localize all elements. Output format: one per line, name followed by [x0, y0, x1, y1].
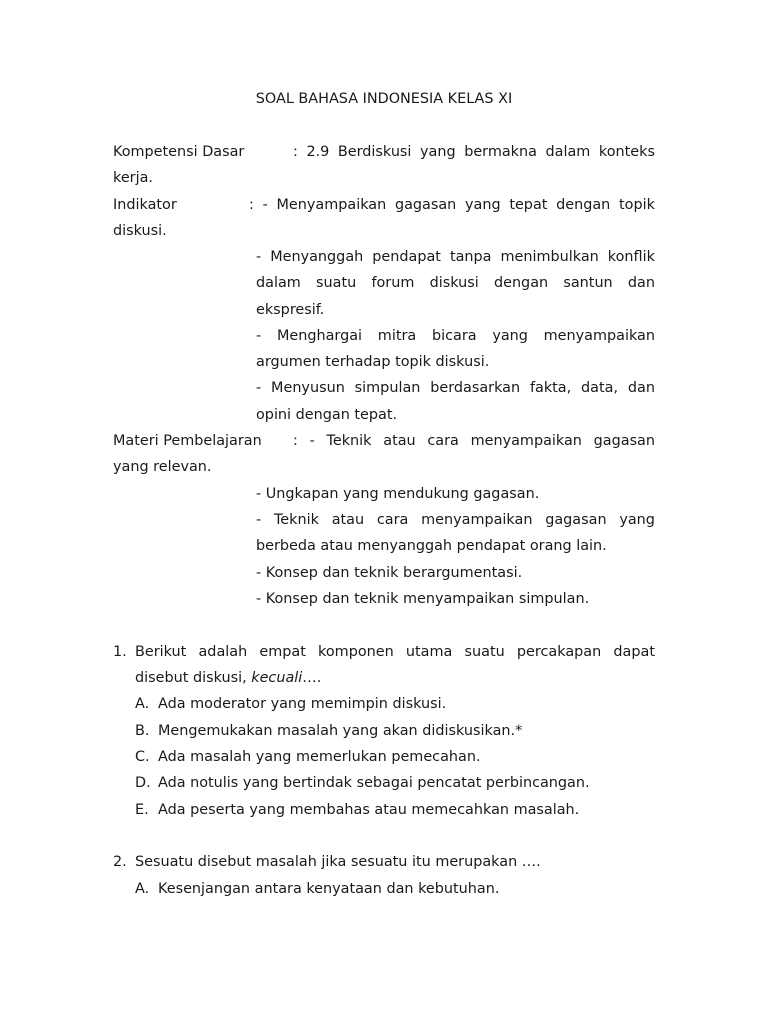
word: suatu — [316, 275, 357, 291]
word: : — [249, 197, 254, 213]
word: konflik — [607, 249, 655, 265]
indikator-item1-line3: ekspresif. — [256, 302, 325, 318]
word: tepat — [509, 197, 548, 213]
word: bermakna — [464, 144, 537, 160]
word: berdasarkan — [430, 380, 521, 396]
word: suatu — [464, 644, 505, 660]
indikator-item2-line2: argumen terhadap topik diskusi. — [256, 354, 490, 370]
word: - — [262, 197, 268, 213]
word: dengan — [556, 197, 611, 213]
q2-option-a-text: Kesenjangan antara kenyataan dan kebutuhan. — [158, 881, 500, 897]
word: mitra — [377, 328, 417, 344]
word: Menyampaikan — [276, 197, 387, 213]
word: dengan — [493, 275, 549, 291]
word: : — [293, 144, 298, 160]
word: dan — [627, 380, 655, 396]
word: bicara — [431, 328, 477, 344]
materi-item2-line1 — [256, 510, 655, 530]
word: utama — [405, 644, 453, 660]
word: menyampaikan — [470, 433, 582, 449]
word: Berikut — [135, 644, 187, 660]
word: cara — [376, 512, 409, 528]
materi-label: Materi Pembelajaran — [113, 433, 262, 449]
word: Teknik — [326, 433, 372, 449]
word: menyampaikan — [543, 328, 655, 344]
word: data, — [581, 380, 619, 396]
word: fakta, — [529, 380, 572, 396]
q1-option-b-text: Mengemukakan masalah yang akan didiskusikan.* — [158, 723, 523, 739]
indikator-item3-line2: opini dengan tepat. — [256, 407, 398, 423]
indikator-item1-line2 — [256, 273, 655, 293]
q1-option-c-text: Ada masalah yang memerlukan pemecahan. — [158, 749, 481, 765]
word: Teknik — [273, 512, 319, 528]
kd-line1 — [293, 142, 655, 162]
word: Berdiskusi — [337, 144, 412, 160]
q1-line2-suffix: …. — [302, 670, 322, 686]
q1-line2 — [135, 668, 321, 688]
q1-line1 — [135, 642, 655, 662]
word: Menyusun — [271, 380, 345, 396]
q1-option-a-text: Ada moderator yang memimpin diskusi. — [158, 696, 447, 712]
materi-line2: yang relevan. — [113, 459, 212, 475]
word: 2.9 — [306, 144, 330, 160]
word: - — [256, 249, 262, 265]
indikator-line2: diskusi. — [113, 223, 167, 239]
word: gagasan — [545, 512, 607, 528]
word: dapat — [613, 644, 655, 660]
kd-label: Kompetensi Dasar — [113, 144, 245, 160]
word: - — [309, 433, 315, 449]
word: diskusi — [429, 275, 479, 291]
q1-line2-italic: kecuali — [251, 670, 303, 686]
materi-item2-line2: berbeda atau menyanggah pendapat orang lain. — [256, 538, 607, 554]
q1-option-d-letter: D. — [135, 775, 151, 791]
word: konteks — [598, 144, 655, 160]
word: dalam — [545, 144, 591, 160]
word: yang — [465, 197, 501, 213]
materi-item3: - Konsep dan teknik berargumentasi. — [256, 565, 523, 581]
q1-option-a-letter: A. — [135, 696, 150, 712]
indikator-line1 — [249, 195, 655, 215]
kd-line2: kerja. — [113, 170, 153, 186]
word: atau — [331, 512, 365, 528]
indikator-item1-line1 — [256, 247, 655, 267]
word: : — [293, 433, 298, 449]
word: pendapat — [372, 249, 441, 265]
word: santun — [563, 275, 613, 291]
word: forum — [371, 275, 415, 291]
word: topik — [619, 197, 655, 213]
q1-number: 1. — [113, 644, 127, 660]
word: yang — [492, 328, 528, 344]
materi-item1: - Ungkapan yang mendukung gagasan. — [256, 486, 540, 502]
indikator-item2-line1 — [256, 326, 655, 346]
q1-option-d-text: Ada notulis yang bertindak sebagai pencatat perbincangan. — [158, 775, 590, 791]
word: simpulan — [354, 380, 421, 396]
word: empat — [259, 644, 306, 660]
q1-line2-prefix: disebut diskusi, — [135, 670, 252, 686]
word: - — [256, 380, 262, 396]
word: adalah — [198, 644, 248, 660]
word: gagasan — [593, 433, 655, 449]
word: - — [256, 512, 262, 528]
word: yang — [420, 144, 456, 160]
q1-option-b-letter: B. — [135, 723, 150, 739]
word: tanpa — [449, 249, 492, 265]
q2-number: 2. — [113, 854, 127, 870]
word: Menyanggah — [270, 249, 364, 265]
word: dalam — [256, 275, 301, 291]
indikator-label: Indikator — [113, 197, 177, 213]
q1-option-c-letter: C. — [135, 749, 150, 765]
word: komponen — [318, 644, 394, 660]
materi-item4: - Konsep dan teknik menyampaikan simpulan. — [256, 591, 590, 607]
indikator-item3-line1 — [256, 378, 655, 398]
word: menyampaikan — [421, 512, 533, 528]
word: dan — [627, 275, 655, 291]
word: menimbulkan — [500, 249, 599, 265]
word: Menghargai — [276, 328, 363, 344]
page-title: SOAL BAHASA INDONESIA KELAS XI — [255, 91, 513, 107]
word: gagasan — [394, 197, 457, 213]
word: - — [256, 328, 262, 344]
word: cara — [427, 433, 459, 449]
q1-option-e-text: Ada peserta yang membahas atau memecahkan masalah. — [158, 802, 580, 818]
q2-option-a-letter: A. — [135, 881, 150, 897]
materi-line1 — [293, 431, 655, 451]
word: percakapan — [516, 644, 602, 660]
q2-line1: Sesuatu disebut masalah jika sesuatu itu merupakan …. — [135, 854, 541, 870]
word: yang — [619, 512, 655, 528]
q1-option-e-letter: E. — [135, 802, 149, 818]
word: atau — [383, 433, 416, 449]
